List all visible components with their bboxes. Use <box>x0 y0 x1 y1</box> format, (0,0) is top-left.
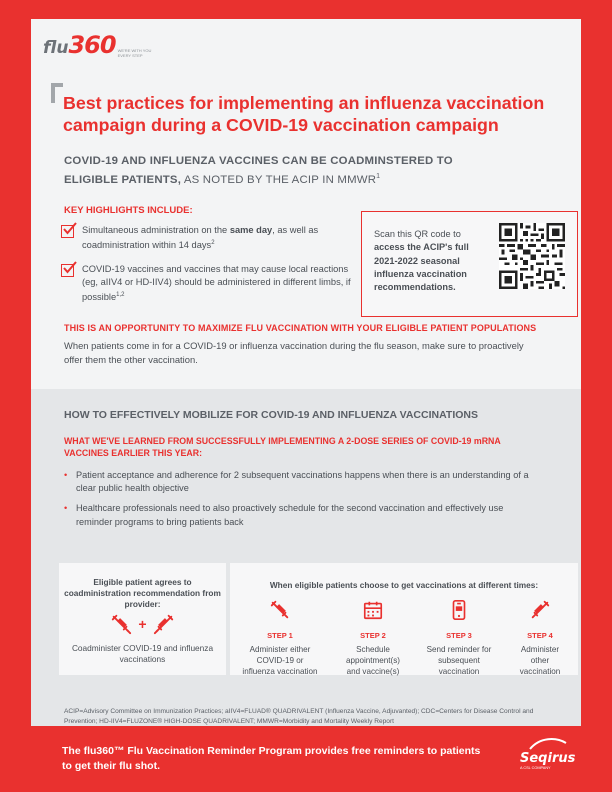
seqirus-swoosh-icon <box>528 737 568 751</box>
step-label: STEP 4 <box>527 631 553 640</box>
highlight-text: COVID-19 vaccines and vaccines that may cause local reactions (eg, aIIV4 or HD-IIV4) should be administered in different limbs, if possible <box>82 264 351 303</box>
flyer-sheet <box>31 19 581 726</box>
syringe-icon <box>110 613 132 635</box>
syringe-icon <box>269 599 291 621</box>
steps-row <box>230 598 578 677</box>
plus-sign: + <box>138 616 147 632</box>
qr-callout <box>361 211 578 317</box>
flu360-logo <box>43 33 152 60</box>
calendar-icon <box>362 599 384 621</box>
step-description: Send reminder for subsequent vaccination <box>426 645 492 676</box>
key-highlights-label: KEY HIGHLIGHTS INCLUDE: <box>64 205 193 216</box>
step-description: Administer other vaccination <box>519 645 561 676</box>
mobilize-section <box>31 389 581 726</box>
bullet-text: Patient acceptance and adherence for 2 subsequent vaccinations happens when there is an understanding of a clear public health objective <box>76 470 529 494</box>
subhead-bold: COVID-19 AND INFLUENZA VACCINES CAN BE COADMINSTERED TO ELIGIBLE PATIENTS, <box>64 155 453 186</box>
highlight-item <box>61 263 351 304</box>
step-description: Administer either COVID-19 or influenza vaccination <box>242 645 318 676</box>
highlight-text: Simultaneous administration on the <box>82 225 230 235</box>
qr-callout-text <box>374 228 489 294</box>
coadmin-subhead <box>64 153 484 188</box>
lessons-learned-heading: WHAT WE'VE LEARNED FROM SUCCESSFULLY IMPLEMENTING A 2-DOSE SERIES OF COVID-19 mRNA VACCINES EARLIER THIS YEAR: <box>64 436 501 458</box>
logo-wordmark-360: 360 <box>68 31 116 59</box>
syringe-icon <box>153 613 175 635</box>
title-bracket-decoration <box>51 83 63 103</box>
steps-heading: When eligible patients choose to get vaccinations at different times: <box>269 580 539 590</box>
separate-visits-card <box>230 563 578 675</box>
list-item <box>64 502 534 528</box>
list-item <box>64 469 534 495</box>
syringe-icon <box>529 599 551 621</box>
bullet-text: Healthcare professionals need to also proactively schedule for the second vaccination and effectively use reminder programs to bring patients back <box>76 503 504 527</box>
highlight-text-post: , as well as coadministration within 14 days <box>82 225 319 251</box>
bullet-icon: • <box>64 503 68 514</box>
step-item <box>416 598 502 677</box>
qr-text-pre: Scan this QR code to <box>374 229 461 239</box>
seqirus-wordmark: Seqirus <box>520 751 576 766</box>
coadmin-footer: Coadminister COVID-19 and influenza vaccinations <box>71 643 214 664</box>
mobilize-heading: HOW TO EFFECTIVELY MOBILIZE FOR COVID-19 AND INFLUENZA VACCINATIONS <box>64 409 478 421</box>
highlight-ref: 1,2 <box>116 292 125 299</box>
checkbox-icon <box>61 264 74 277</box>
logo-tagline: WE'RE WITH YOU EVERY STEP <box>117 48 152 58</box>
coadmin-icons <box>59 613 226 635</box>
step-label: STEP 2 <box>360 631 386 640</box>
highlight-ref: 2 <box>211 240 215 246</box>
step-label: STEP 3 <box>446 631 472 640</box>
coadministration-card <box>59 563 226 675</box>
step-item <box>502 598 578 677</box>
step-label: STEP 1 <box>267 631 293 640</box>
seqirus-subline: A CSL COMPANY <box>520 766 551 770</box>
step-description: Schedule appointment(s) and vaccine(s) <box>346 645 400 676</box>
page-title: Best practices for implementing an influenza vaccination campaign during a COVID-19 vaccination campaign <box>63 93 545 135</box>
lessons-list <box>64 469 534 536</box>
checkbox-icon <box>61 225 74 238</box>
highlight-bold: same day <box>229 225 273 235</box>
phone-icon <box>448 599 470 621</box>
seqirus-logo <box>520 741 575 770</box>
intro-section <box>31 19 581 389</box>
opportunity-heading: THIS IS AN OPPORTUNITY TO MAXIMIZE FLU VACCINATION WITH YOUR ELIGIBLE PATIENT POPULATIONS <box>64 323 537 333</box>
coadmin-heading: Eligible patient agrees to coadministration recommendation from provider: <box>64 577 221 609</box>
step-item <box>330 598 416 677</box>
key-highlights-list <box>61 224 351 315</box>
subhead-ref: 1 <box>376 173 381 180</box>
subhead-rest: AS NOTED BY THE ACIP IN MMWR <box>181 173 377 186</box>
bullet-icon: • <box>64 470 68 480</box>
opportunity-body: When patients come in for a COVID-19 or influenza vaccination during the flu season, make sure to proactively offer them the other vaccination. <box>64 340 524 365</box>
step-item <box>230 598 330 677</box>
reminder-program-text: The flu360™ Flu Vaccination Reminder Program provides free reminders to patients to get their flu shot. <box>62 745 481 772</box>
highlight-item <box>61 224 351 252</box>
abbreviations-footnote: ACIP=Advisory Committee on Immunization Practices; aIIV4=FLUAD® QUADRIVALENT (Influenza Vaccine, Adjuvanted); CDC=Centers for Disease Control and Prevention; HD-IIV4=FLUZONE® HIGH-DOSE QUADRIVALENT; MMWR=Morbidity and Mortality Weekly Report <box>64 708 534 725</box>
logo-wordmark-flu: flu <box>43 38 69 58</box>
qr-code-icon[interactable] <box>499 223 565 289</box>
qr-text-bold: access the ACIP's full 2021-2022 seasonal influenza vaccination recommendations. <box>374 242 469 293</box>
